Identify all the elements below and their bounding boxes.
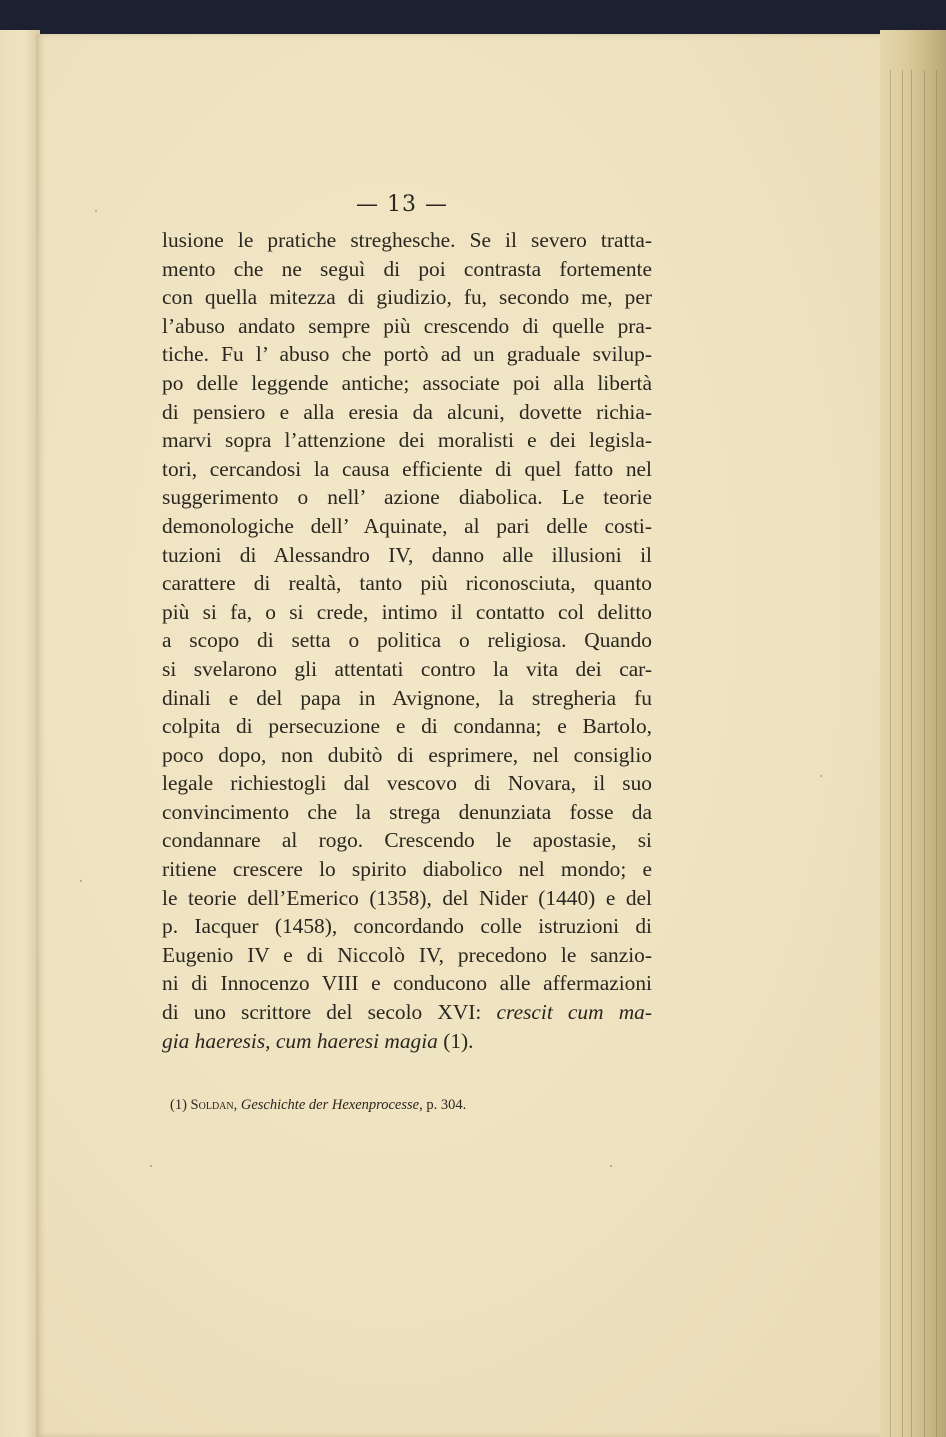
footnote-marker: (1) [170, 1097, 191, 1113]
text-line: poco dopo, non dubitò di esprimere, nel consiglio [162, 742, 652, 767]
text-line: convincimento che la strega denunziata fosse da [162, 799, 652, 824]
text-line: l’abuso andato sempre più crescendo di quelle pra- [162, 313, 652, 338]
text-line: a scopo di setta o politica o religiosa. Quando [162, 628, 652, 653]
text-line: tori, cercandosi la causa efficiente di quel fatto nel [162, 456, 652, 481]
page-number: — 13 — [356, 192, 448, 217]
text-line: demonologiche dell’ Aquinate, al pari delle costi- [162, 513, 652, 538]
text-line: più si fa, o si crede, intimo il contatto col delitto [162, 599, 652, 624]
footnote-separator: , [233, 1097, 241, 1113]
previous-page-edge [0, 30, 40, 1437]
latin-quote-part-2: gia haeresis, cum haeresi magia [162, 1028, 438, 1053]
text-line: p. Iacquer (1458), concordando colle istruzioni di [162, 914, 652, 939]
text-line: po delle leggende antiche; associate poi alla libertà [162, 370, 652, 395]
text-line: carattere di realtà, tanto più riconosciuta, quanto [162, 571, 652, 596]
text-line: dinali e del papa in Avignone, la stregheria fu [162, 685, 652, 710]
body-paragraph [162, 226, 652, 1055]
text-line: condannare al rogo. Crescendo le apostasie, si [162, 828, 652, 853]
text-line: Eugenio IV e di Niccolò IV, precedono le sanzio- [162, 942, 652, 967]
page-stack-edge [880, 30, 946, 1437]
text-line-latin-quote [162, 998, 652, 1027]
text-line: si svelarono gli attentati contro la vita dei car- [162, 656, 652, 681]
text-roman: di uno scrittore del secolo XVI: [162, 1000, 497, 1025]
text-line: mento che ne seguì di poi contrasta fortemente [162, 256, 652, 281]
text-line: le teorie dell’Emerico (1358), del Nider (1440) e del [162, 885, 652, 910]
text-line: ritiene crescere lo spirito diabolico nel mondo; e [162, 857, 652, 882]
text-line: ni di Innocenzo VIII e conducono alle affermazioni [162, 971, 652, 996]
text-line: con quella mitezza di giudizio, fu, secondo me, per [162, 285, 652, 310]
text-line: colpita di persecuzione e di condanna; e Bartolo, [162, 714, 652, 739]
text-line: lusione le pratiche streghesche. Se il severo tratta- [162, 228, 652, 252]
footnote-title: Geschichte der Hexenprocesse [240, 1097, 420, 1113]
footnote-page: , p. 304. [419, 1097, 467, 1113]
footnote [170, 1097, 590, 1114]
text-line: legale richiestogli dal vescovo di Novara, il suo [162, 771, 652, 796]
latin-quote-part-1: crescit cum ma- [496, 1000, 653, 1025]
text-line: tuzioni di Alessandro IV, danno alle illusioni il [162, 542, 652, 567]
text-line: di pensiero e alla eresia da alcuni, dovette richia- [162, 399, 652, 424]
text-line-latin-quote-end [162, 1027, 652, 1056]
footnote-reference: (1). [437, 1028, 474, 1053]
text-line: suggerimento o nell’ azione diabolica. Le teorie [162, 485, 652, 510]
text-line: marvi sopra l’attenzione dei moralisti e dei legisla- [162, 428, 652, 453]
text-line: tiche. Fu l’ abuso che portò ad un graduale svilup- [162, 342, 652, 367]
footnote-author: Soldan [190, 1097, 234, 1113]
